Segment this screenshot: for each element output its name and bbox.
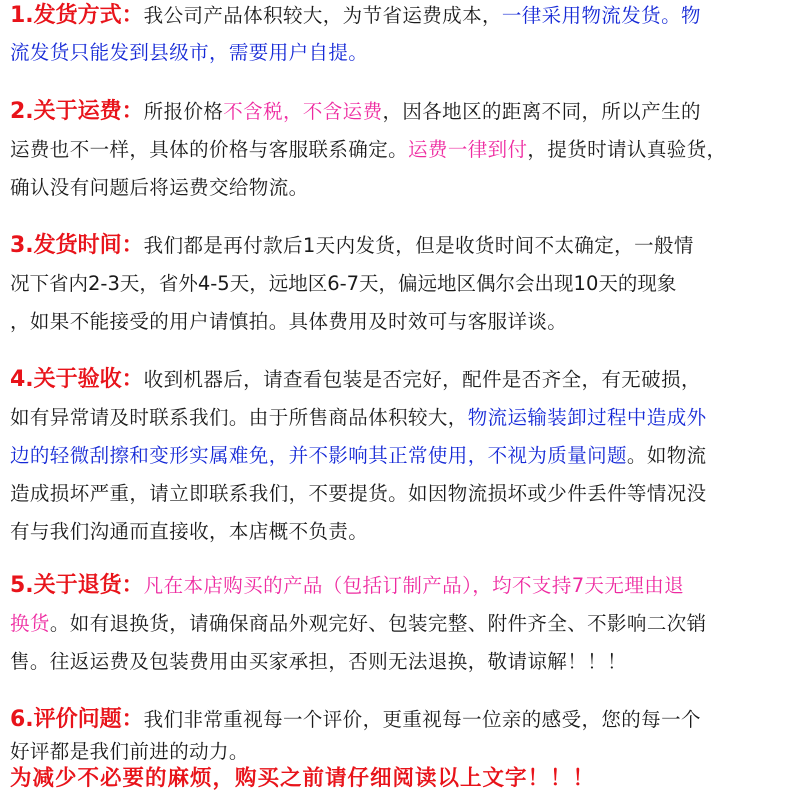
reviews-text: 我们非常重视每一个评价，更重视每一位亲的感受，您的每一个 (143, 708, 701, 731)
inspection-text: 收到机器后，请查看包装是否完好，配件是否齐全，有无破损， (143, 368, 701, 391)
freight-text: 运费也不一样，具体的价格与客服联系确定。 (10, 138, 409, 161)
inspection-line-4: 造成损坏严重，请立即联系我们，不要提货。如因物流损坏或少件丢件等情况没 (10, 482, 707, 505)
delivery-line-1 (10, 232, 794, 260)
returns-highlight: 换货 (10, 612, 50, 635)
shipping-heading: 1.发货方式： (10, 3, 144, 28)
returns-line-3: 售。往返运费及包装费用由买家承担，否则无法退换，敬请谅解！！！ (10, 650, 627, 673)
delivery-line-3: ，如果不能接受的用户请慎拍。具体费用及时效可与客服详谈。 (10, 310, 568, 333)
reviews-line-1 (10, 706, 794, 734)
freight-highlight-tax: 不含税，不含运费 (223, 100, 383, 123)
inspection-line-2 (10, 404, 794, 432)
inspection-highlight-quality: 不视为质量问题 (487, 444, 627, 467)
inspection-text: 。如物流 (626, 444, 707, 467)
reviews-heading: 6.评价问题： (10, 707, 144, 732)
freight-heading: 2.关于运费： (10, 99, 144, 124)
freight-text: ，提货时请认真验货， (527, 138, 727, 161)
freight-text: 所报价格 (143, 100, 224, 123)
reviews-line-2: 好评都是我们前进的动力。 (10, 740, 249, 763)
inspection-highlight: 边的轻微刮擦和变形实属难免，并不影响其正常使用， (10, 444, 488, 467)
returns-line-1 (10, 572, 794, 600)
delivery-text: 我们都是再付款后1天内发货，但是收货时间不太确定，一般情 (143, 234, 694, 257)
shipping-text: 我公司产品体积较大，为节省运费成本， (143, 4, 502, 27)
inspection-text: 如有异常请及时联系我们。由于所售商品体积较大， (10, 406, 468, 429)
delivery-line-2: 况下省内2-3天，省外4-5天，远地区6-7天，偏远地区偶尔会出现10天的现象 (10, 272, 677, 295)
footer-warning: 为减少不必要的麻烦，购买之前请仔细阅读以上文字！！！ (10, 766, 596, 791)
inspection-heading: 4.关于验收： (10, 367, 144, 392)
freight-highlight-cod: 运费一律到付 (408, 138, 528, 161)
inspection-line-5: 有与我们沟通而直接收，本店概不负责。 (10, 520, 369, 543)
freight-text: ，因各地区的距离不同，所以产生的 (382, 100, 701, 123)
freight-line-1 (10, 98, 794, 126)
freight-line-2 (10, 136, 794, 164)
returns-highlight: 凡在本店购买的产品（包括订制产品），均不支持7天无理由退 (143, 574, 685, 597)
inspection-line-1 (10, 366, 794, 394)
inspection-line-3 (10, 442, 794, 470)
delivery-heading: 3.发货时间： (10, 233, 144, 258)
returns-heading: 5.关于退货： (10, 573, 144, 598)
shipping-highlight: 一律采用物流发货。物 (501, 4, 701, 27)
returns-line-2 (10, 610, 794, 638)
shipping-line-2: 流发货只能发到县级市，需要用户自提。 (10, 41, 369, 64)
shipping-line-1 (10, 2, 794, 30)
inspection-highlight: 物流运输装卸过程中造成外 (467, 406, 707, 429)
freight-line-3: 确认没有问题后将运费交给物流。 (10, 176, 309, 199)
returns-text: 。如有退换货，请确保商品外观完好、包装完整、附件齐全、不影响二次销 (49, 612, 707, 635)
